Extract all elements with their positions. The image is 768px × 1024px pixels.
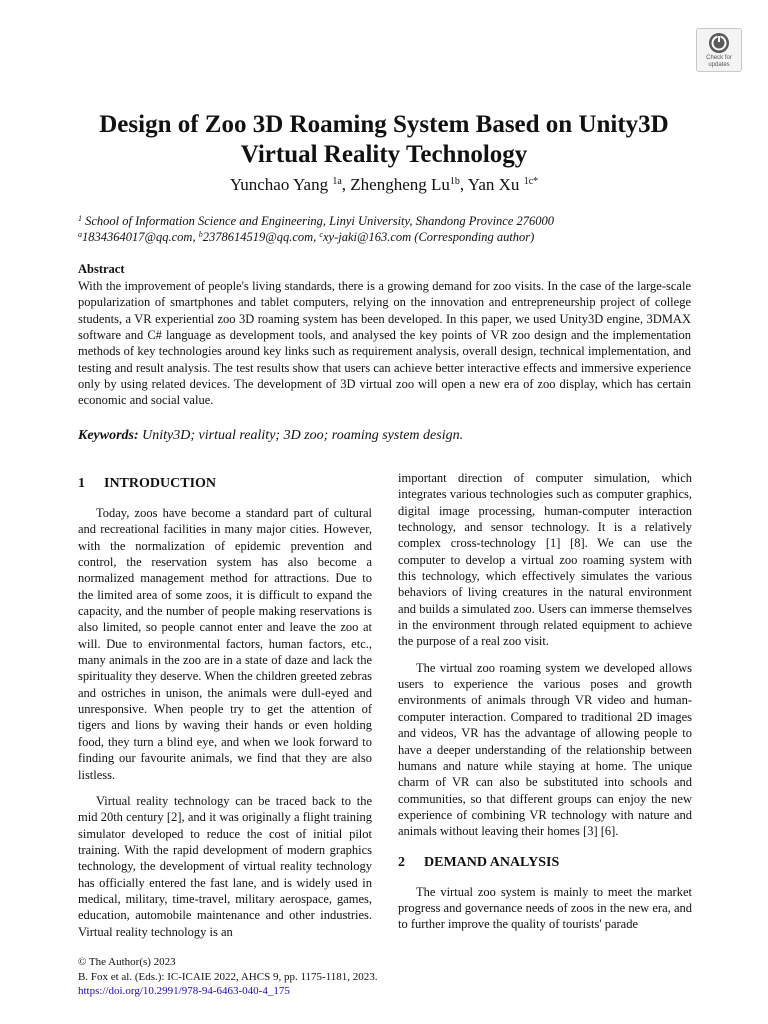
- paper-title: [40, 110, 728, 170]
- page-footer: [78, 955, 378, 999]
- left-column: [78, 470, 372, 950]
- doi-link[interactable]: https://doi.org/10.2991/978-94-6463-040-4_175: [78, 985, 290, 997]
- email-sup-c: c: [319, 230, 323, 239]
- body-paragraph: Today, zoos have become a standard part of cultural and recreational facilities in many major cities. However, with the normalization of epidemic prevention and control, the reservation system has also become a normalized management method for attractions. Due to the limited area of some zoos, it is difficult to expand the capacity, and the number of people making reservations is also limited, so people cannot enter and leave the zoo at will. Due to environmental factors, human factors, etc., many animals in the zoo are in a state of daze and lack the spirituality they deserve. When the children greeted zebras and ostriches in unison, the animals were dull-eyed and unresponsive. When people try to get the attention of tigers and lions by waving their hands or even holding food, they turn a blind eye, and when we look forward to finding our favourite animals, we find that they are also listless.: [78, 506, 372, 782]
- section-heading-demand-analysis: [398, 854, 692, 872]
- section-title: DEMAND ANALYSIS: [424, 854, 560, 870]
- body-paragraph: The virtual zoo system is mainly to meet the market progress and governance needs of zoos in the new era, and to further improve the quality of tourists' parade: [398, 884, 692, 932]
- author-name: Zhengheng Lu: [350, 175, 450, 194]
- right-column: [398, 470, 692, 943]
- section-number: 1: [78, 476, 85, 491]
- check-updates-icon: [708, 32, 730, 54]
- copyright-line: © The Author(s) 2023: [78, 956, 176, 968]
- keywords-value: Unity3D; virtual reality; 3D zoo; roaming system design.: [142, 428, 464, 443]
- email-c: xy-jaki@163.com (Corresponding author): [322, 230, 535, 244]
- author-sup: 1c*: [523, 176, 539, 187]
- abstract-text: With the improvement of people's living standards, there is a growing demand for zoo visits. In the case of the large-scale popularization of smartphones and tablet computers, relying on the innovation and entrepreneurship project of college students, a VR experiential zoo 3D roaming system has been developed. In this paper, we used Unity3D engine, 3DMAX software and C# language as development tools, and analysed the key points of VR zoo design and the implementation methods of key technologies around key links such as requirement analysis, overall design, technical implementation, and testing and result analysis. The test results show that users can achieve better interactive effects and immersive experience only by using related devices. The development of 3D virtual zoo will open a new era of zoo display, which has certain economic and social value.: [78, 279, 691, 408]
- email-sup-b: b: [198, 230, 203, 239]
- keywords: [78, 427, 463, 445]
- affiliation-line: [78, 213, 698, 229]
- citation-line: B. Fox et al. (Eds.): IC-ICAIE 2022, AHCS 9, pp. 1175-1181, 2023.: [78, 970, 378, 983]
- abstract-heading: Abstract: [78, 262, 125, 276]
- body-paragraph: The virtual zoo roaming system we developed allows users to experience the various poses and growth environments of animals through VR video and human-computer interaction. Compared to traditional 2D images and videos, VR has the advantage of allowing people to have a deeper understanding of the relationship between humans and nature while staying at home. The unique charm of VR can also be substituted into schools and communities, so that different groups can enjoy the new experience of combining VR technology with nature and animals without leaving their homes [3] [6].: [398, 660, 692, 839]
- title-line2: Virtual Reality Technology: [240, 141, 528, 168]
- affil-sup: 1: [78, 214, 82, 223]
- email-line: [78, 229, 698, 245]
- badge-label: [706, 55, 732, 68]
- author-sup: 1b: [449, 176, 460, 187]
- title-line1: Design of Zoo 3D Roaming System Based on Unity3D: [99, 111, 669, 138]
- section-title: INTRODUCTION: [104, 476, 217, 491]
- section-heading-introduction: [78, 475, 372, 493]
- body-paragraph: important direction of computer simulation, which integrates various technologies such as computer graphics, digital image processing, human-computer interaction technology, and sensor technology. It is a relatively complex cross-technology [1] [8]. We can use the computer to develop a virtual zoo roaming system with this technology, which effectively simulates the various behaviors of living creatures in the natural environment and builds a simulated zoo. Users can immerse themselves in the environment through related equipment to achieve the purpose of a real zoo visit.: [398, 471, 692, 649]
- keywords-label: Keywords:: [78, 428, 139, 443]
- author-name: Yunchao Yang: [229, 175, 329, 194]
- author-sup: 1a: [332, 176, 342, 187]
- affiliation-block: [78, 213, 698, 245]
- email-a: 1834364017@qq.com,: [82, 230, 199, 244]
- email-b: 2378614519@qq.com,: [202, 230, 320, 244]
- section-number: 2: [398, 854, 405, 870]
- badge-label-line1: Check for: [706, 55, 732, 61]
- check-for-updates-badge[interactable]: [696, 28, 742, 72]
- affiliation-text: School of Information Science and Engineering, Linyi University, Shandong Province 276000: [85, 214, 555, 228]
- author-name: Yan Xu: [467, 175, 520, 194]
- body-paragraph: Virtual reality technology can be traced back to the mid 20th century [2], and it was originally a flight training simulator developed to reduce the cost of initial pilot training. With the rapid development of modern graphics technology, the development of virtual reality technology has officially entered the fast lane, and is widely used in medical, military, time-travel, military aerospace, games, education, automobile maintenance and other industries. Virtual reality technology is an: [78, 793, 372, 939]
- badge-label-line2: updates: [708, 61, 730, 68]
- author-list: Yunchao Yang $^{1a}$, Zhengheng $Lu^{1b}$, Yan Xu $^{1c*}$: [229, 175, 539, 194]
- email-sup-a: a: [78, 230, 82, 239]
